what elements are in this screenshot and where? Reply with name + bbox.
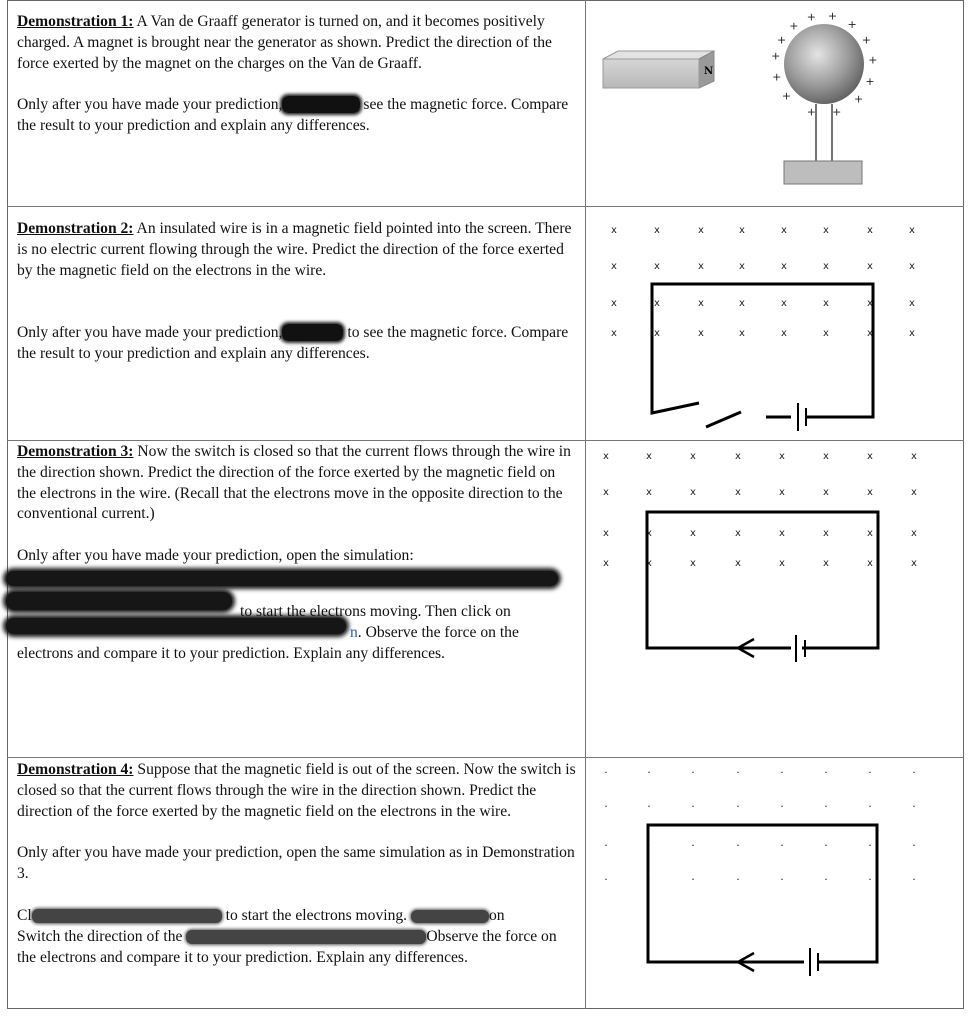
field-dot-mark: · bbox=[736, 800, 740, 813]
battery-symbol bbox=[810, 948, 818, 976]
demo-2-instruction-start: Only after you have made your prediction, bbox=[17, 323, 283, 341]
demo-2-title: Demonstration 2: bbox=[17, 220, 134, 237]
demo-3-line-observe bbox=[350, 623, 519, 644]
demo-4-redacted-text bbox=[411, 910, 489, 923]
demo-1-instruction-end: see the magnetic force. Compare the result to your prediction and explain any differences. bbox=[17, 96, 569, 134]
demo-4-line-click bbox=[17, 906, 577, 927]
demo-4-description: Suppose that the magnetic field is out of the screen. Now the switch is closed so that the current flows through the wire in the direction shown. Predict the direction of the force exerted by the magnetic field on the electrons in the wire. bbox=[17, 761, 576, 820]
field-dot-mark: · bbox=[736, 873, 740, 886]
demo-3-field-figure bbox=[586, 441, 964, 757]
field-cross-mark: x bbox=[823, 225, 829, 236]
demo-3-redaction-1 bbox=[6, 571, 558, 586]
field-cross-mark: x bbox=[911, 451, 917, 462]
demo-1-text bbox=[17, 12, 577, 137]
field-dot-mark: · bbox=[604, 766, 608, 779]
field-cross-mark: x bbox=[781, 298, 787, 309]
field-cross-mark: x bbox=[739, 261, 745, 272]
field-cross-mark: x bbox=[611, 328, 617, 339]
field-dot-mark: · bbox=[780, 873, 784, 886]
field-cross-mark: x bbox=[735, 451, 741, 462]
field-dot-mark: · bbox=[736, 766, 740, 779]
closed-circuit-wire bbox=[647, 512, 878, 648]
demo-3-text bbox=[17, 442, 577, 567]
field-cross-mark: x bbox=[911, 528, 917, 539]
field-dot-mark: · bbox=[604, 839, 608, 852]
field-dot-mark: · bbox=[912, 873, 916, 886]
field-cross-mark: x bbox=[781, 225, 787, 236]
plus-charge: + bbox=[772, 70, 782, 84]
field-cross-mark: x bbox=[611, 225, 617, 236]
field-cross-mark: x bbox=[867, 328, 873, 339]
plus-charge: + bbox=[806, 105, 816, 119]
demo-4-switch-start: Switch the direction of the bbox=[17, 928, 187, 945]
field-cross-mark: x bbox=[781, 261, 787, 272]
demo-2-text bbox=[17, 219, 577, 365]
field-dot-mark: · bbox=[736, 839, 740, 852]
demo-2-field-figure bbox=[586, 207, 964, 440]
demo-4-click-mid: to start the electrons moving. bbox=[221, 907, 411, 924]
field-cross-mark: x bbox=[781, 328, 787, 339]
field-cross-mark: x bbox=[698, 261, 704, 272]
generator-base bbox=[784, 161, 862, 184]
plus-charge: + bbox=[868, 53, 878, 67]
demo-3-redaction-2 bbox=[6, 592, 232, 610]
field-dot-mark: · bbox=[912, 800, 916, 813]
field-dot-mark: · bbox=[824, 766, 828, 779]
field-cross-mark: x bbox=[690, 487, 696, 498]
field-cross-mark: x bbox=[735, 528, 741, 539]
plus-charge: + bbox=[861, 33, 872, 47]
plus-charge: + bbox=[847, 17, 857, 31]
field-dot-mark: · bbox=[912, 839, 916, 852]
demo-4-redacted-link[interactable] bbox=[186, 930, 426, 944]
plus-charge: + bbox=[827, 9, 838, 23]
field-cross-mark: x bbox=[646, 487, 652, 498]
demo-3-title: Demonstration 3: bbox=[17, 443, 134, 460]
plus-charge: + bbox=[865, 74, 875, 88]
demo-4-text bbox=[17, 760, 577, 885]
field-cross-mark: x bbox=[823, 261, 829, 272]
field-cross-mark: x bbox=[823, 487, 829, 498]
field-cross-mark: x bbox=[911, 487, 917, 498]
field-cross-mark: x bbox=[603, 487, 609, 498]
field-cross-mark: x bbox=[735, 487, 741, 498]
field-dot-mark: · bbox=[780, 766, 784, 779]
field-cross-mark: x bbox=[698, 328, 704, 339]
field-cross-mark: x bbox=[603, 451, 609, 462]
field-cross-mark: x bbox=[646, 558, 652, 569]
field-cross-mark: x bbox=[654, 328, 660, 339]
plus-charge: + bbox=[776, 33, 787, 47]
field-dot-mark: · bbox=[691, 873, 695, 886]
demo-3-fragment-observe: . Observe the force on the bbox=[357, 624, 519, 641]
field-cross-mark: x bbox=[779, 451, 785, 462]
field-dot-mark: · bbox=[868, 800, 872, 813]
open-circuit-wire bbox=[652, 284, 873, 427]
field-cross-mark: x bbox=[823, 558, 829, 569]
demo-4-switch-end: Observe the force on the electrons and compare it to your prediction. Explain any differences. bbox=[17, 928, 557, 966]
plus-charge: + bbox=[806, 10, 816, 24]
battery-symbol bbox=[798, 403, 806, 431]
field-cross-mark: x bbox=[909, 225, 915, 236]
field-cross-mark: x bbox=[823, 528, 829, 539]
demo-3-fragment-start: to start the electrons moving. Then click on bbox=[240, 603, 511, 620]
field-dot-mark: · bbox=[824, 800, 828, 813]
field-cross-mark: x bbox=[739, 225, 745, 236]
closed-circuit-wire bbox=[648, 825, 877, 962]
field-dot-mark: · bbox=[691, 766, 695, 779]
demo-1-title: Demonstration 1: bbox=[17, 13, 134, 30]
generator-sphere bbox=[781, 24, 864, 104]
field-cross-mark: x bbox=[739, 328, 745, 339]
demo-1-description: A Van de Graaff generator is turned on, and it becomes positively charged. A magnet is brought near the generator as shown. Predict the direction of the force exerted by the magnet on the charges on the Van de Graaff. bbox=[17, 13, 552, 72]
demo-2-instruction-end: to see the magnetic force. Compare the result to your prediction and explain any differences. bbox=[17, 323, 569, 362]
demo-4-redacted-button[interactable] bbox=[32, 909, 222, 923]
demo-2-description: An insulated wire is in a magnetic field pointed into the screen. There is no electric current flowing through the wire. Predict the direction of the force exerted by the magnetic field on the electrons in the wire. bbox=[17, 220, 572, 279]
van-de-graaff-figure bbox=[586, 1, 964, 206]
field-cross-mark: x bbox=[646, 528, 652, 539]
field-dot-mark: · bbox=[912, 766, 916, 779]
field-cross-mark: x bbox=[698, 225, 704, 236]
demo-4-instruction-start: Only after you have made your prediction, open the same simulation as in Demonstration 3. bbox=[17, 844, 575, 882]
field-cross-mark: x bbox=[909, 298, 915, 309]
field-cross-mark: x bbox=[779, 487, 785, 498]
field-dot-mark: · bbox=[780, 800, 784, 813]
plus-charge: + bbox=[771, 49, 781, 63]
field-cross-mark: x bbox=[867, 528, 873, 539]
field-cross-mark: x bbox=[735, 558, 741, 569]
north-pole-label: N bbox=[704, 66, 714, 77]
field-dot-mark: · bbox=[647, 766, 651, 779]
field-cross-mark: x bbox=[654, 225, 660, 236]
field-dot-mark: · bbox=[824, 839, 828, 852]
field-dot-mark: · bbox=[691, 839, 695, 852]
demo-3-line-start-electrons bbox=[240, 602, 511, 623]
field-cross-mark: x bbox=[909, 261, 915, 272]
demo-1-instruction-start: Only after you have made your prediction, bbox=[17, 96, 283, 114]
field-cross-mark: x bbox=[867, 558, 873, 569]
field-cross-mark: x bbox=[611, 298, 617, 309]
bar-magnet bbox=[603, 51, 714, 88]
field-cross-mark: x bbox=[646, 451, 652, 462]
field-into-screen-crosses bbox=[611, 225, 915, 339]
field-dot-mark: · bbox=[824, 873, 828, 886]
field-dot-mark: · bbox=[647, 873, 651, 886]
field-cross-mark: x bbox=[603, 558, 609, 569]
field-cross-mark: x bbox=[867, 298, 873, 309]
demo-4-click-start: Cl bbox=[17, 907, 32, 924]
demo-3-description: Now the switch is closed so that the current flows through the wire in the direction shown. Predict the direction of the force exerted by the magnetic field on the electrons in the wire. (Recall that the electrons move in the opposite direction to the conventional current.) bbox=[17, 443, 571, 523]
field-cross-mark: x bbox=[698, 298, 704, 309]
plus-charge: + bbox=[789, 19, 799, 33]
field-dot-mark: · bbox=[868, 766, 872, 779]
demo-2-redacted-link[interactable]: click here bbox=[282, 323, 344, 341]
field-cross-mark: x bbox=[654, 261, 660, 272]
field-cross-mark: x bbox=[823, 328, 829, 339]
demo-4-field-figure bbox=[586, 758, 964, 1009]
field-dot-mark: · bbox=[780, 839, 784, 852]
field-cross-mark: x bbox=[611, 261, 617, 272]
demo-4-line-switch bbox=[17, 927, 577, 969]
field-cross-mark: x bbox=[690, 528, 696, 539]
field-cross-mark: x bbox=[867, 451, 873, 462]
field-cross-mark: x bbox=[823, 451, 829, 462]
field-cross-mark: x bbox=[654, 298, 660, 309]
demo-3-fragment-compare: electrons and compare it to your prediction. Explain any differences. bbox=[17, 645, 445, 662]
plus-charge: + bbox=[832, 105, 842, 119]
field-dot-mark: · bbox=[691, 800, 695, 813]
field-dot-mark: · bbox=[868, 873, 872, 886]
field-dot-mark: · bbox=[647, 800, 651, 813]
demo-1-redacted-link[interactable]: click here to bbox=[282, 96, 360, 114]
field-cross-mark: x bbox=[823, 298, 829, 309]
field-cross-mark: x bbox=[867, 261, 873, 272]
field-cross-mark: x bbox=[690, 558, 696, 569]
field-dot-mark: · bbox=[604, 873, 608, 886]
demo-3-visible-link-fragment[interactable]: n bbox=[350, 624, 358, 641]
field-cross-mark: x bbox=[867, 487, 873, 498]
field-cross-mark: x bbox=[779, 528, 785, 539]
field-dot-mark: · bbox=[604, 800, 608, 813]
field-cross-mark: x bbox=[603, 528, 609, 539]
field-dot-mark: · bbox=[647, 839, 651, 852]
field-cross-mark: x bbox=[779, 558, 785, 569]
demo-4-title: Demonstration 4: bbox=[17, 761, 134, 778]
field-cross-mark: x bbox=[911, 558, 917, 569]
field-dot-mark: · bbox=[868, 839, 872, 852]
field-into-screen-crosses bbox=[603, 451, 917, 569]
plus-charge: + bbox=[853, 92, 864, 106]
demo-3-instruction-start: Only after you have made your prediction, open the simulation: bbox=[17, 546, 414, 564]
field-cross-mark: x bbox=[867, 225, 873, 236]
field-cross-mark: x bbox=[739, 298, 745, 309]
field-cross-mark: x bbox=[690, 451, 696, 462]
plus-charge: + bbox=[781, 89, 792, 103]
field-cross-mark: x bbox=[909, 328, 915, 339]
demo-4-click-end: on bbox=[488, 907, 505, 924]
